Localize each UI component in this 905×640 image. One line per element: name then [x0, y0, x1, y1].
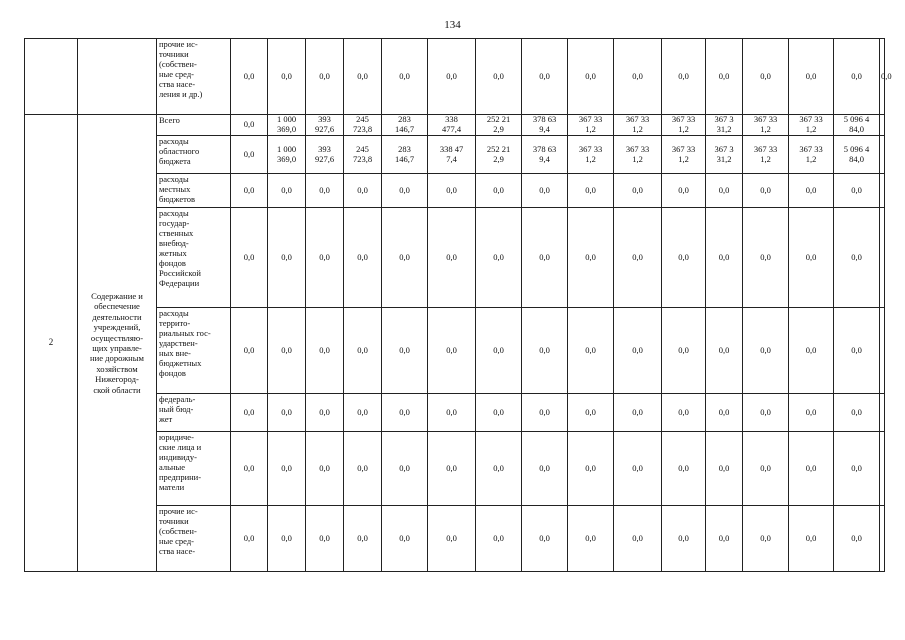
value-cell: 0,0	[614, 506, 662, 572]
value-cell: 0,0	[428, 308, 476, 394]
funding-source-label: расходы террито- риальных гос- ударствен- ных вне- бюджетных фондов	[157, 308, 231, 394]
value-cell: 378 63 9,4	[522, 115, 568, 136]
value-cell: 0,0	[476, 208, 522, 308]
value-cell: 0,0	[428, 432, 476, 506]
base-value-cell: 0,0	[231, 174, 268, 208]
funding-source-label: Всего	[157, 115, 231, 136]
value-cell: 367 33 1,2	[568, 136, 614, 174]
value-cell: 0,0	[834, 394, 880, 432]
value-cell: 0,0	[706, 432, 743, 506]
funding-source-label: федераль- ный бюд- жет	[157, 394, 231, 432]
value-cell: 283 146,7	[382, 115, 428, 136]
value-cell: 0,0	[789, 394, 834, 432]
value-cell: 0,0	[789, 506, 834, 572]
funding-source-label: расходы местных бюджетов	[157, 174, 231, 208]
value-cell	[880, 308, 885, 394]
value-cell: 393 927,6	[306, 115, 344, 136]
value-cell: 0,0	[428, 39, 476, 115]
base-value-cell: 0,0	[231, 136, 268, 174]
value-cell: 0,0	[706, 174, 743, 208]
value-cell: 0,0	[743, 506, 789, 572]
value-cell: 0,0	[522, 506, 568, 572]
value-cell: 0,0	[382, 394, 428, 432]
value-cell: 0,0	[344, 308, 382, 394]
value-cell: 0,0	[834, 432, 880, 506]
funding-source-label: расходы областного бюджета	[157, 136, 231, 174]
value-cell: 0,0	[743, 208, 789, 308]
value-cell: 0,0	[268, 208, 306, 308]
value-cell: 367 3 31,2	[706, 115, 743, 136]
value-cell: 338 47 7,4	[428, 136, 476, 174]
value-cell: 0,0	[522, 308, 568, 394]
value-cell: 0,0	[382, 432, 428, 506]
value-cell: 0,0	[789, 39, 834, 115]
value-cell: 1 000 369,0	[268, 136, 306, 174]
value-cell	[880, 208, 885, 308]
value-cell: 0,0	[834, 174, 880, 208]
value-cell: 0,0	[789, 432, 834, 506]
value-cell: 0,0	[382, 39, 428, 115]
section-name-cell: Содержание и обеспечение деятельности учреждений, осуществляю- щих управле- ние дорожным хозяйством Нижегород- ской области	[78, 115, 157, 572]
value-cell: 0,0	[706, 208, 743, 308]
value-cell: 245 723,8	[344, 136, 382, 174]
value-cell: 0,0	[568, 394, 614, 432]
value-cell	[880, 136, 885, 174]
value-cell: 5 096 4 84,0	[834, 136, 880, 174]
value-cell: 0,0	[522, 432, 568, 506]
funding-source-label: прочие ис- точники (собствен- ные сред- ства насе-	[157, 506, 231, 572]
value-cell: 378 63 9,4	[522, 136, 568, 174]
value-cell: 0,0	[268, 174, 306, 208]
value-cell: 0,0	[344, 394, 382, 432]
value-cell: 0,0	[344, 174, 382, 208]
value-cell: 0,0	[743, 39, 789, 115]
base-value-cell: 0,0	[231, 115, 268, 136]
value-cell: 0,0	[268, 394, 306, 432]
value-cell: 0,0	[306, 308, 344, 394]
value-cell: 0,0	[743, 174, 789, 208]
value-cell	[880, 115, 885, 136]
value-cell: 252 21 2,9	[476, 136, 522, 174]
value-cell	[880, 394, 885, 432]
value-cell: 0,0	[476, 394, 522, 432]
value-cell: 0,0	[382, 174, 428, 208]
value-cell: 0,0	[306, 432, 344, 506]
value-cell: 0,0	[476, 39, 522, 115]
value-cell: 0,0	[268, 39, 306, 115]
table-row	[25, 115, 885, 136]
value-cell: 283 146,7	[382, 136, 428, 174]
value-cell: 0,0	[344, 208, 382, 308]
base-value-cell: 0,0	[231, 432, 268, 506]
value-cell: 0,0	[344, 432, 382, 506]
value-cell: 367 33 1,2	[789, 136, 834, 174]
value-cell: 367 33 1,2	[789, 115, 834, 136]
value-cell: 367 33 1,2	[743, 136, 789, 174]
value-cell: 367 3 31,2	[706, 136, 743, 174]
value-cell: 0,0	[662, 174, 706, 208]
section-name-cell	[78, 39, 157, 115]
section-number-cell: 2	[25, 115, 78, 572]
value-cell: 0,0	[614, 394, 662, 432]
value-cell: 0,0	[522, 208, 568, 308]
budget-table	[24, 38, 892, 572]
value-cell: 0,0	[662, 394, 706, 432]
value-cell: 0,0	[706, 39, 743, 115]
table-row	[25, 39, 885, 115]
value-cell: 0,0	[382, 506, 428, 572]
value-cell: 0,0	[306, 39, 344, 115]
value-cell: 0,0	[614, 208, 662, 308]
value-cell: 0,0	[428, 174, 476, 208]
value-cell: 0,0	[568, 308, 614, 394]
value-cell: 0,0	[568, 174, 614, 208]
value-cell: 0,0	[662, 308, 706, 394]
value-cell: 0,0	[789, 308, 834, 394]
funding-source-label: расходы государ- ственных внебюд- жетных фондов Российской Федерации	[157, 208, 231, 308]
value-cell: 0,0	[476, 308, 522, 394]
value-cell: 0,0	[306, 394, 344, 432]
value-cell: 0,0	[306, 506, 344, 572]
value-cell: 0,0	[382, 308, 428, 394]
page-number: 134	[444, 19, 461, 31]
value-cell: 0,0	[568, 208, 614, 308]
value-cell: 0,0	[268, 308, 306, 394]
value-cell: 367 33 1,2	[662, 136, 706, 174]
value-cell: 0,0	[568, 39, 614, 115]
value-cell: 367 33 1,2	[614, 115, 662, 136]
value-cell: 0,0	[428, 208, 476, 308]
value-cell: 0,0	[706, 506, 743, 572]
value-cell: 0,0	[476, 174, 522, 208]
value-cell: 0,0	[476, 432, 522, 506]
value-cell: 367 33 1,2	[614, 136, 662, 174]
value-cell: 0,0	[268, 432, 306, 506]
value-cell: 0,0	[428, 394, 476, 432]
value-cell: 0,0	[706, 394, 743, 432]
funding-source-label: юридиче- ские лица и индивиду- альные предприни- матели	[157, 432, 231, 506]
value-cell: 0,0	[743, 432, 789, 506]
value-cell: 5 096 4 84,0	[834, 115, 880, 136]
value-cell: 0,0	[662, 432, 706, 506]
value-cell: 367 33 1,2	[568, 115, 614, 136]
value-cell: 0,0	[306, 208, 344, 308]
value-cell: 0,0	[614, 174, 662, 208]
funding-source-label: прочие ис- точники (собствен- ные сред- ства насе- ления и др.)	[157, 39, 231, 115]
value-cell: 0,0	[614, 308, 662, 394]
value-cell: 0,0	[789, 208, 834, 308]
value-cell: 0,0	[306, 174, 344, 208]
value-cell: 0,0	[344, 39, 382, 115]
value-cell: 0,0	[834, 208, 880, 308]
value-cell: 252 21 2,9	[476, 115, 522, 136]
value-cell: 1 000 369,0	[268, 115, 306, 136]
value-cell: 0,0	[522, 39, 568, 115]
value-cell: 0,0	[522, 394, 568, 432]
value-cell: 338 477,4	[428, 115, 476, 136]
value-cell: 0,0	[568, 432, 614, 506]
value-cell: 0,0	[614, 432, 662, 506]
base-value-cell: 0,0	[231, 208, 268, 308]
value-cell	[880, 506, 885, 572]
value-cell: 0,0	[834, 308, 880, 394]
value-cell: 0,0	[476, 506, 522, 572]
base-value-cell: 0,0	[231, 39, 268, 115]
value-cell: 0,0	[789, 174, 834, 208]
value-cell: 0,0	[522, 174, 568, 208]
section-number-cell	[25, 39, 78, 115]
value-cell: 0,0	[268, 506, 306, 572]
value-cell: 0,0	[743, 394, 789, 432]
value-cell: 0,0	[834, 506, 880, 572]
value-cell: 0,0	[568, 506, 614, 572]
base-value-cell: 0,0	[231, 394, 268, 432]
value-cell: 0,0	[743, 308, 789, 394]
value-cell	[880, 174, 885, 208]
value-cell: 0,0	[662, 39, 706, 115]
value-cell: 0,0	[834, 39, 880, 115]
value-cell	[880, 432, 885, 506]
value-cell: 0,0	[428, 506, 476, 572]
value-cell: 367 33 1,2	[662, 115, 706, 136]
value-cell: 0,0	[344, 506, 382, 572]
value-cell: 0,0	[662, 506, 706, 572]
base-value-cell: 0,0	[231, 308, 268, 394]
value-cell: 0,0	[880, 39, 885, 115]
value-cell: 367 33 1,2	[743, 115, 789, 136]
value-cell: 245 723,8	[344, 115, 382, 136]
value-cell: 0,0	[662, 208, 706, 308]
value-cell: 0,0	[706, 308, 743, 394]
value-cell: 393 927,6	[306, 136, 344, 174]
base-value-cell: 0,0	[231, 506, 268, 572]
value-cell: 0,0	[614, 39, 662, 115]
value-cell: 0,0	[382, 208, 428, 308]
